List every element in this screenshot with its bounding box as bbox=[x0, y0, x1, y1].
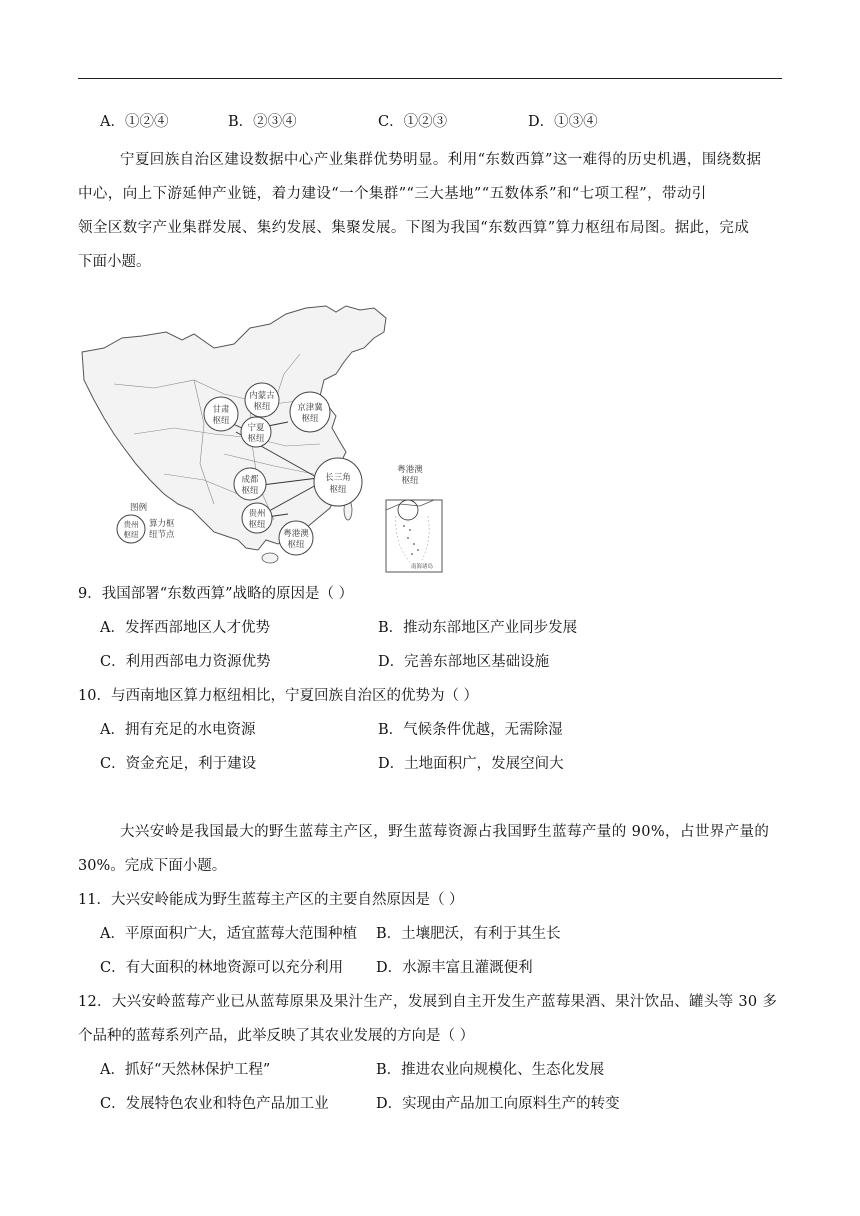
q10-option-c: C．资金充足，利于建设 bbox=[100, 756, 257, 772]
header-rule bbox=[78, 78, 782, 79]
hub-yuegangao-name: 粤港澳 bbox=[283, 529, 309, 539]
q11-option-d: D．水源丰富且灌溉便利 bbox=[376, 960, 533, 976]
prev-option-d: D．①③④ bbox=[528, 114, 598, 130]
legend-desc-2: 纽节点 bbox=[149, 530, 175, 540]
inset-caption: 南海诸岛 bbox=[410, 564, 434, 570]
q12-option-a: A．抓好“天然林保护工程” bbox=[100, 1062, 271, 1078]
hub-gansu-name: 甘肃 bbox=[212, 405, 230, 415]
hub-guizhou-label: 枢纽 bbox=[248, 520, 266, 530]
hub-neimenggu-name: 内蒙古 bbox=[249, 391, 275, 401]
hub-jingjinji-label: 枢纽 bbox=[301, 414, 319, 424]
hub-changsanjiao-label: 枢纽 bbox=[329, 485, 347, 495]
legend-title: 图例 bbox=[130, 503, 148, 513]
prev-option-b: B．②③④ bbox=[228, 114, 297, 130]
q11-option-b: B．土壤肥沃，有利于其生长 bbox=[376, 926, 561, 942]
passage1-line1: 宁夏回族自治区建设数据中心产业集群优势明显。利用“东数西算”这一难得的历史机遇，围绕数据 bbox=[120, 152, 762, 168]
inset-label-name: 粤港澳 bbox=[397, 465, 423, 475]
china-map-graphic bbox=[74, 304, 446, 574]
q9-stem: 9．我国部署“东数西算”战略的原因是（ ） bbox=[78, 586, 354, 602]
q11-stem: 11．大兴安岭能成为野生蓝莓主产区的主要自然原因是（ ） bbox=[78, 892, 464, 908]
q10-option-a: A．拥有充足的水电资源 bbox=[100, 722, 256, 738]
q11-option-a: A．平原面积广大，适宜蓝莓大范围种植 bbox=[100, 926, 357, 942]
passage2-line2: 30%。完成下面小题。 bbox=[78, 858, 227, 874]
legend-sample-label: 枢纽 bbox=[123, 530, 139, 539]
passage1-line3: 领全区数字产业集群发展、集约发展、集聚发展。下图为我国“东数西算”算力枢纽布局图。据此，完成 bbox=[78, 220, 750, 236]
hub-jingjinji-name: 京津冀 bbox=[297, 403, 323, 413]
passage2-line1: 大兴安岭是我国最大的野生蓝莓主产区，野生蓝莓资源占我国野生蓝莓产量的 90%，占世界产量的 bbox=[120, 824, 770, 840]
hub-ningxia-label: 枢纽 bbox=[247, 434, 265, 444]
hub-yuegangao-label: 枢纽 bbox=[287, 540, 305, 550]
q9-option-c: C．利用西部电力资源优势 bbox=[100, 654, 271, 670]
q12-stem-line1: 12．大兴安岭蓝莓产业已从蓝莓原果及果汁生产，发展到自主开发生产蓝莓果酒、果汁饮品、罐头等 30 多 bbox=[78, 994, 778, 1010]
hub-guizhou-name: 贵州 bbox=[248, 509, 266, 519]
legend-desc-1: 算力枢 bbox=[149, 519, 175, 529]
hub-chengdu-name: 成都 bbox=[241, 475, 259, 485]
q12-option-b: B．推进农业向规模化、生态化发展 bbox=[376, 1062, 605, 1078]
china-outline bbox=[82, 306, 386, 550]
q12-stem-line2: 个品种的蓝莓系列产品，此举反映了其农业发展的方向是（ ） bbox=[78, 1028, 475, 1044]
q9-option-a: A．发挥西部地区人才优势 bbox=[100, 620, 270, 636]
q9-option-d: D．完善东部地区基础设施 bbox=[378, 654, 550, 670]
hub-changsanjiao-name: 长三角 bbox=[325, 473, 351, 483]
q11-option-c: C．有大面积的林地资源可以充分利用 bbox=[100, 960, 344, 976]
q10-stem: 10．与西南地区算力枢纽相比，宁夏回族自治区的优势为（ ） bbox=[78, 688, 479, 704]
prev-option-a: A．①②④ bbox=[100, 114, 169, 130]
q10-option-b: B．气候条件优越，无需除湿 bbox=[378, 722, 563, 738]
computing-hub-map bbox=[74, 304, 446, 574]
q10-option-d: D．土地面积广，发展空间大 bbox=[378, 756, 564, 772]
q9-option-b: B．推动东部地区产业同步发展 bbox=[378, 620, 578, 636]
passage1-line4: 下面小题。 bbox=[78, 254, 151, 270]
hub-ningxia-name: 宁夏 bbox=[247, 423, 265, 433]
prev-option-c: C．①②③ bbox=[378, 114, 448, 130]
passage1-line2: 中心，向上下游延伸产业链，着力建设“一个集群”“三大基地”“五数体系”和“七项工程”，带动引 bbox=[78, 186, 707, 202]
hub-neimenggu-label: 枢纽 bbox=[253, 402, 271, 412]
q12-option-d: D．实现由产品加工向原料生产的转变 bbox=[376, 1096, 620, 1112]
hub-chengdu-label: 枢纽 bbox=[241, 486, 259, 496]
inset-label-hub: 枢纽 bbox=[401, 476, 419, 486]
q12-option-c: C．发展特色农业和特色产品加工业 bbox=[100, 1096, 329, 1112]
legend-sample-name: 贵州 bbox=[123, 520, 139, 529]
hub-gansu-label: 枢纽 bbox=[212, 416, 230, 426]
